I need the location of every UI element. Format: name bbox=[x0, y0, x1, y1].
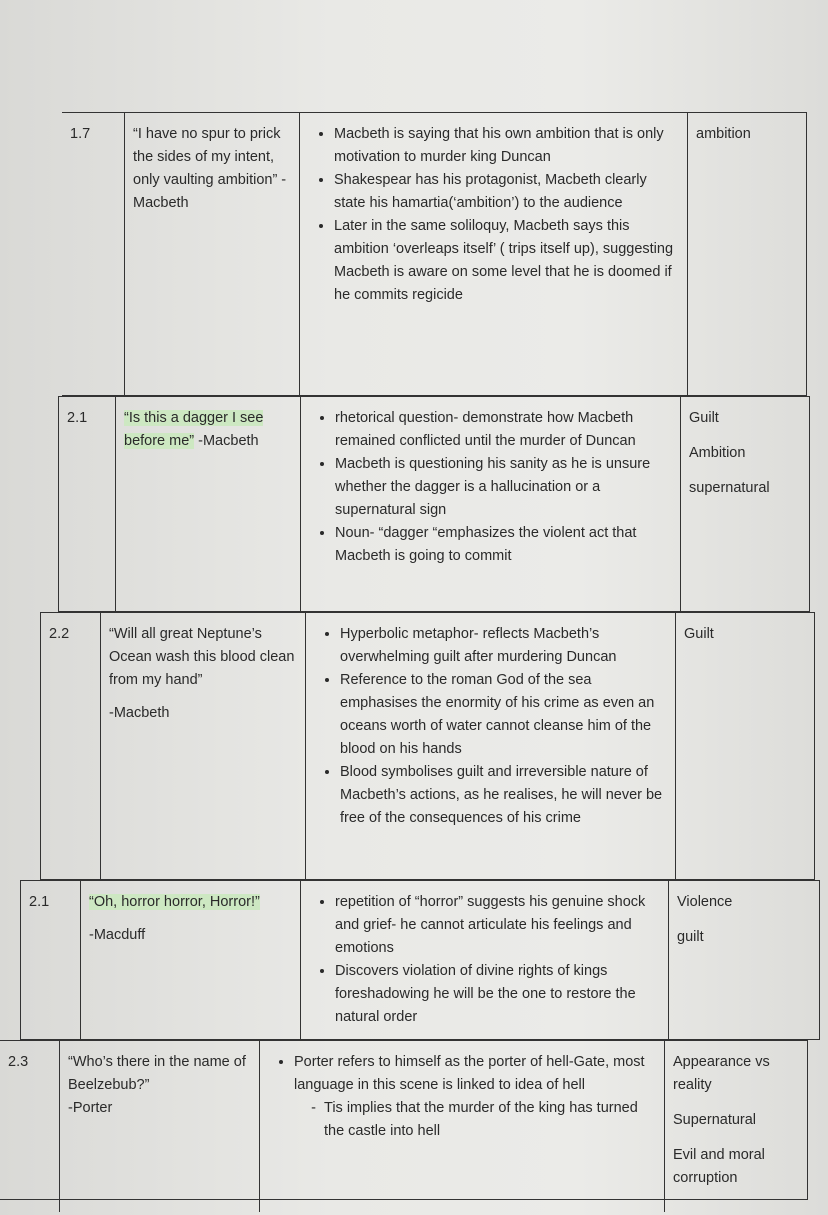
scene-ref: 2.1 bbox=[59, 397, 116, 611]
quote bbox=[116, 397, 301, 611]
analysis-point: • Reference to the roman God of the sea emphasises the enormity of his crime as even an oceans worth of water cannot cleanse him of the blood on his hands bbox=[340, 669, 667, 761]
quote-text: “Oh, horror horror, Horror!” bbox=[89, 894, 260, 910]
themes bbox=[665, 1041, 807, 1212]
analysis-point: • rhetorical question- demonstrate how Macbeth remained conflicted until the murder of Duncan bbox=[335, 407, 672, 453]
theme: guilt bbox=[677, 929, 704, 945]
analysis bbox=[300, 113, 688, 395]
analysis-point: • Porter refers to himself as the porter of hell-Gate, most language in this scene is linked to idea of hell bbox=[294, 1051, 656, 1097]
analysis-point: • Hyperbolic metaphor- reflects Macbeth’s overwhelming guilt after murdering Duncan bbox=[340, 623, 667, 669]
table-row bbox=[62, 112, 807, 396]
quote: “I have no spur to prick the sides of my intent, only vaulting ambition” -Macbeth bbox=[125, 113, 300, 395]
theme: Ambition bbox=[689, 445, 746, 461]
speaker: -Macbeth bbox=[194, 433, 259, 449]
analysis-subpoint: - Tis implies that the murder of the king has turned the castle into hell bbox=[324, 1097, 656, 1143]
table-row bbox=[20, 880, 820, 1040]
quote-text: “Is this a dagger I see before me” bbox=[124, 410, 264, 449]
theme: Supernatural bbox=[673, 1112, 757, 1128]
scene-ref: 2.3 bbox=[0, 1041, 60, 1212]
themes bbox=[681, 397, 809, 611]
quote-text: “Who’s there in the name of Beelzebub?” bbox=[68, 1054, 246, 1093]
themes bbox=[676, 613, 814, 879]
speaker: -Macduff bbox=[89, 927, 146, 943]
theme: supernatural bbox=[689, 480, 770, 496]
theme: Violence bbox=[677, 894, 733, 910]
quote bbox=[60, 1041, 260, 1212]
analysis-point: • Macbeth is saying that his own ambition that is only motivation to murder king Duncan bbox=[334, 123, 679, 169]
table-row bbox=[0, 1040, 808, 1200]
quote bbox=[81, 881, 301, 1039]
theme: Evil and moral corruption bbox=[673, 1147, 765, 1186]
scene-ref: 2.2 bbox=[41, 613, 101, 879]
table-row bbox=[58, 396, 810, 612]
themes bbox=[688, 113, 806, 395]
analysis-point: • Shakespear has his protagonist, Macbeth clearly state his hamartia(‘ambition’) to the audience bbox=[334, 169, 679, 215]
analysis bbox=[301, 397, 681, 611]
analysis bbox=[306, 613, 676, 879]
analysis-point: • Noun- “dagger “emphasizes the violent act that Macbeth is going to commit bbox=[335, 522, 672, 568]
speaker: -Porter bbox=[68, 1100, 113, 1116]
scene-ref: 2.1 bbox=[21, 881, 81, 1039]
analysis-point: • repetition of “horror” suggests his genuine shock and grief- he cannot articulate his feelings and emotions bbox=[335, 891, 660, 960]
quote bbox=[101, 613, 306, 879]
themes bbox=[669, 881, 819, 1039]
analysis-point: • Macbeth is questioning his sanity as he is unsure whether the dagger is a hallucination or a supernatural sign bbox=[335, 453, 672, 522]
theme: ambition bbox=[696, 126, 751, 142]
quote-text: “Will all great Neptune’s Ocean wash this blood clean from my hand” bbox=[109, 626, 295, 688]
scene-ref: 1.7 bbox=[62, 113, 125, 395]
speaker: -Macbeth bbox=[109, 705, 170, 721]
analysis-point: • Blood symbolises guilt and irreversible nature of Macbeth’s actions, as he realises, he will never be free of the consequences of his crime bbox=[340, 761, 667, 830]
table-row bbox=[40, 612, 815, 880]
theme: Appearance vs reality bbox=[673, 1054, 770, 1093]
analysis bbox=[260, 1041, 665, 1212]
analysis-point: • Discovers violation of divine rights of kings foreshadowing he will be the one to restore the natural order bbox=[335, 960, 660, 1029]
analysis-point: • Later in the same soliloquy, Macbeth says this ambition ‘overleaps itself’ ( trips itself up), suggesting Macbeth is aware on some level that he is doomed if he commits regicide bbox=[334, 215, 679, 307]
theme: Guilt bbox=[689, 410, 719, 426]
theme: Guilt bbox=[684, 626, 714, 642]
analysis bbox=[301, 881, 669, 1039]
